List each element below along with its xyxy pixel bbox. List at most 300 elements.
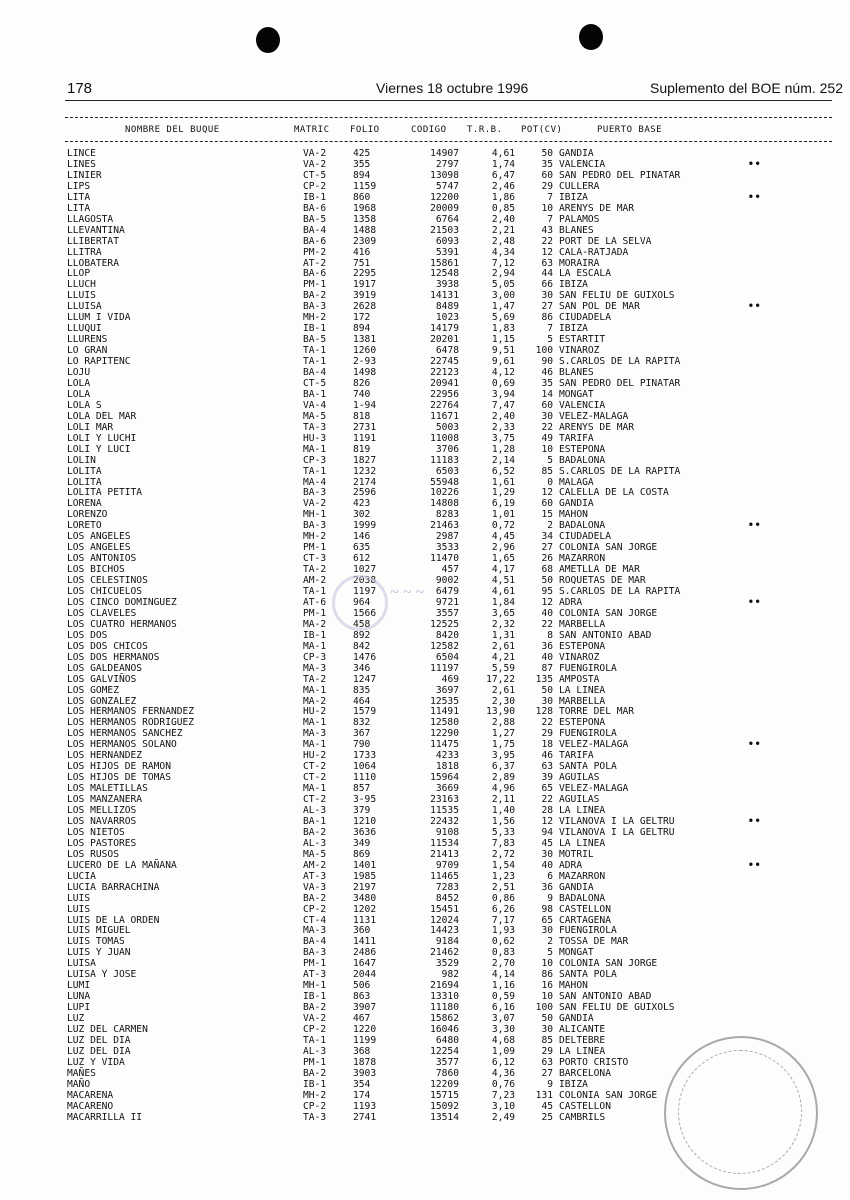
table-row [0, 586, 850, 597]
ship-codigo: 20009 [430, 202, 459, 214]
ship-matric: CT-3 [303, 553, 327, 565]
ship-codigo: 9002 [435, 575, 459, 587]
ship-folio: 1110 [353, 772, 377, 784]
ship-trb: 2,70 [491, 958, 515, 970]
ship-port: VALENCIA [559, 158, 606, 170]
ship-folio: 832 [353, 717, 371, 729]
ship-trb: 1,75 [491, 739, 515, 751]
ship-matric: PM-1 [303, 279, 327, 291]
ship-trb: 1,93 [491, 925, 515, 937]
ship-port: VINAROZ [559, 651, 600, 663]
ship-codigo: 12209 [430, 1078, 459, 1090]
ship-port: SAN FELIU DE GUIXOLS [559, 1002, 675, 1014]
ship-name: LOS HERMANOS RODRIGUEZ [67, 717, 195, 729]
ship-folio: 964 [353, 596, 371, 608]
ship-matric: AT-3 [303, 969, 327, 981]
ship-pot: 46 [541, 367, 553, 378]
ship-codigo: 2797 [435, 158, 459, 170]
table-row [0, 739, 850, 750]
ship-name: LUMI [67, 980, 91, 992]
table-row [0, 290, 850, 301]
ship-port: IBIZA [559, 323, 588, 335]
ship-pot: 44 [541, 268, 553, 280]
ship-name: LIPS [67, 180, 91, 192]
ship-pot: 30 [541, 925, 553, 937]
ship-port: PORTO CRISTO [559, 1056, 629, 1068]
ship-trb: 2,96 [491, 542, 515, 554]
ship-port: ARENYS DE MAR [559, 421, 635, 433]
ship-port: ALICANTE [559, 1024, 606, 1035]
ship-matric: VA-4 [303, 399, 327, 411]
table-row [0, 279, 850, 290]
ship-name: LINES [67, 158, 96, 170]
ship-pot: 40 [541, 651, 553, 663]
ship-matric: BA-2 [303, 1067, 327, 1079]
table-row [0, 685, 850, 696]
ship-pot: 95 [541, 586, 553, 597]
ship-pot: 63 [541, 257, 553, 269]
ship-trb: 0,69 [491, 377, 515, 389]
ship-folio: 1358 [353, 213, 377, 225]
column-header-trb: T.R.B. [467, 125, 503, 135]
ship-trb: 17,22 [486, 673, 515, 685]
ship-pot: 60 [541, 498, 553, 510]
ship-pot: 6 [547, 870, 553, 882]
ship-codigo: 8283 [435, 509, 459, 521]
ship-name: LUPI [67, 1002, 91, 1014]
ship-folio: 379 [353, 805, 371, 816]
ship-matric: BA-2 [303, 290, 327, 302]
ship-name: LOLI Y LUCHI [67, 432, 137, 444]
table-row [0, 772, 850, 783]
ship-mark: •• [748, 191, 762, 203]
ship-trb: 2,61 [491, 640, 515, 652]
ship-pot: 30 [541, 695, 553, 707]
ship-trb: 7,83 [491, 837, 515, 849]
ship-port: AMETLLA DE MAR [559, 564, 640, 576]
table-row [0, 728, 850, 739]
ship-name: LOLITA PETITA [67, 487, 143, 499]
ship-name: LOS GALVIÑOS [67, 673, 137, 685]
table-row [0, 466, 850, 477]
table-row [0, 1013, 850, 1024]
ship-name: LOS NIETOS [67, 826, 125, 838]
ship-name: LLEVANTINA [67, 224, 125, 236]
ship-folio: 635 [353, 542, 371, 554]
ship-codigo: 5747 [435, 180, 459, 192]
ship-matric: BA-5 [303, 213, 327, 225]
ship-folio: 1159 [353, 180, 377, 192]
ship-name: LOS HIJOS DE TOMAS [67, 772, 171, 784]
ship-port: TARIFA [559, 750, 594, 762]
ship-name: MAÑO [67, 1078, 91, 1090]
ship-folio: 2197 [353, 881, 377, 893]
ship-codigo: 6480 [435, 1034, 459, 1046]
ship-folio: 3903 [353, 1067, 377, 1079]
ship-trb: 4,21 [491, 651, 515, 663]
ship-pot: 30 [541, 410, 553, 422]
ship-folio: 1191 [353, 432, 377, 444]
ship-matric: IB-1 [303, 991, 327, 1003]
ship-matric: BA-3 [303, 520, 327, 532]
ship-codigo: 11534 [430, 837, 459, 849]
ship-port: MARBELLA [559, 618, 606, 630]
table-row [0, 641, 850, 652]
ship-trb: 2,40 [491, 213, 515, 225]
table-row [0, 706, 850, 717]
ship-name: LLUCH [67, 279, 96, 291]
ship-trb: 0,62 [491, 936, 515, 948]
ship-port: CAMBRILS [559, 1111, 606, 1123]
ship-matric: MH-2 [303, 1089, 327, 1101]
ship-pot: 27 [541, 542, 553, 554]
ship-name: LOS GALDEANOS [67, 662, 143, 674]
ship-trb: 4,36 [491, 1067, 515, 1079]
ship-matric: AT-6 [303, 596, 327, 608]
ship-pot: 87 [541, 662, 553, 674]
ship-folio: 2044 [353, 969, 377, 981]
table-row [0, 477, 850, 488]
ship-port: VELEZ-MALAGA [559, 783, 629, 795]
ship-trb: 4,68 [491, 1034, 515, 1046]
ship-trb: 0,83 [491, 947, 515, 959]
ship-trb: 7,47 [491, 399, 515, 411]
ship-matric: BA-1 [303, 815, 327, 827]
ship-trb: 2,72 [491, 848, 515, 860]
ship-trb: 3,00 [491, 290, 515, 302]
ship-trb: 5,33 [491, 826, 515, 838]
ship-trb: 6,12 [491, 1056, 515, 1068]
table-row [0, 915, 850, 926]
ship-port: AGUILAS [559, 772, 600, 784]
ship-matric: BA-4 [303, 936, 327, 948]
watermark-seal-icon [332, 575, 388, 631]
ship-pot: 12 [541, 815, 553, 827]
ship-folio: 1197 [353, 586, 377, 597]
ship-trb: 1,54 [491, 859, 515, 871]
ship-port: SAN POL DE MAR [559, 301, 640, 313]
ship-mark: •• [748, 739, 762, 751]
ship-folio: 1968 [353, 202, 377, 214]
ship-name: LUIS [67, 903, 91, 915]
ship-folio: 423 [353, 498, 371, 510]
ship-name: MAÑES [67, 1067, 96, 1079]
table-row [0, 925, 850, 936]
ship-matric: MH-2 [303, 531, 327, 543]
ship-codigo: 12525 [430, 618, 459, 630]
ship-name: LOS RUSOS [67, 848, 119, 860]
ship-name: LLAGOSTA [67, 213, 114, 225]
ship-name: LOS MANZANERA [67, 794, 143, 806]
ship-codigo: 9709 [435, 859, 459, 871]
ship-codigo: 11183 [430, 454, 459, 466]
ship-codigo: 21462 [430, 947, 459, 959]
ship-name: LOS HIJOS DE RAMON [67, 761, 171, 773]
column-header-matric: MATRIC [294, 125, 330, 135]
ship-trb: 5,05 [491, 279, 515, 291]
ship-trb: 3,30 [491, 1024, 515, 1035]
ship-codigo: 8420 [435, 629, 459, 641]
ship-trb: 1,28 [491, 443, 515, 455]
ship-name: MACARRILLA II [67, 1111, 143, 1123]
ship-pot: 35 [541, 377, 553, 389]
table-row [0, 487, 850, 498]
ship-trb: 5,59 [491, 662, 515, 674]
ship-trb: 3,07 [491, 1013, 515, 1025]
ship-matric: MA-1 [303, 684, 327, 696]
ship-name: LOS HERNANDEZ [67, 750, 143, 762]
ship-pot: 40 [541, 607, 553, 619]
column-header-codigo: CODIGO [411, 125, 447, 135]
ship-name: LUIS TOMAS [67, 936, 125, 948]
table-row [0, 455, 850, 466]
table-row [0, 575, 850, 586]
ship-folio: 863 [353, 991, 371, 1003]
ship-folio: 740 [353, 388, 371, 400]
ship-codigo: 469 [441, 673, 459, 685]
ship-matric: BA-3 [303, 487, 327, 499]
ship-codigo: 21463 [430, 520, 459, 532]
table-row [0, 696, 850, 707]
ship-pot: 10 [541, 443, 553, 455]
ship-name: LLUM I VIDA [67, 312, 131, 324]
ship-folio: 826 [353, 377, 371, 389]
ship-trb: 6,37 [491, 761, 515, 773]
ship-port: MAHON [559, 980, 588, 992]
ship-pot: 36 [541, 640, 553, 652]
ship-pot: 128 [535, 706, 553, 718]
table-row [0, 958, 850, 969]
ship-folio: 1232 [353, 465, 377, 477]
ship-matric: AL-3 [303, 805, 327, 816]
ship-name: LOS BICHOS [67, 564, 125, 576]
ship-mark: •• [748, 520, 762, 532]
ship-port: MARBELLA [559, 695, 606, 707]
ship-trb: 2,30 [491, 695, 515, 707]
ship-folio: 2596 [353, 487, 377, 499]
ship-codigo: 11475 [430, 739, 459, 751]
ship-pot: 12 [541, 487, 553, 499]
ship-trb: 1,61 [491, 476, 515, 488]
ship-codigo: 16046 [430, 1024, 459, 1035]
ship-port: FUENGIROLA [559, 662, 617, 674]
ship-matric: BA-6 [303, 202, 327, 214]
ship-name: LLURENS [67, 334, 108, 346]
ship-matric: PM-1 [303, 607, 327, 619]
table-row [0, 663, 850, 674]
ship-matric: VA-2 [303, 148, 327, 159]
ship-matric: PM-2 [303, 246, 327, 258]
ship-name: LLOP [67, 268, 91, 280]
ship-pot: 7 [547, 213, 553, 225]
table-row [0, 498, 850, 509]
ship-codigo: 3557 [435, 607, 459, 619]
ship-pot: 40 [541, 859, 553, 871]
table-row [0, 947, 850, 958]
ship-trb: 4,17 [491, 564, 515, 576]
ship-codigo: 11197 [430, 662, 459, 674]
ship-pot: 85 [541, 465, 553, 477]
table-row [0, 1002, 850, 1013]
ship-port: IBIZA [559, 279, 588, 291]
ship-port: CASTELLON [559, 1100, 611, 1112]
ship-port: IBIZA [559, 191, 588, 203]
ship-port: VILANOVA I LA GELTRU [559, 815, 675, 827]
ship-matric: VA-2 [303, 158, 327, 170]
ship-folio: 1064 [353, 761, 377, 773]
ship-matric: TA-3 [303, 421, 327, 433]
ship-port: SANTA POLA [559, 969, 617, 981]
ship-folio: 3919 [353, 290, 377, 302]
ship-pot: 36 [541, 881, 553, 893]
ship-pot: 7 [547, 191, 553, 203]
table-row [0, 674, 850, 685]
ship-matric: IB-1 [303, 323, 327, 335]
ship-matric: CT-2 [303, 794, 327, 806]
table-top-rule [65, 117, 832, 118]
official-stamp-icon [664, 1036, 818, 1190]
ship-codigo: 13514 [430, 1111, 459, 1123]
ship-codigo: 12535 [430, 695, 459, 707]
ship-pot: 22 [541, 794, 553, 806]
ship-pot: 22 [541, 618, 553, 630]
table-row [0, 378, 850, 389]
ship-pot: 50 [541, 1013, 553, 1025]
ship-matric: BA-4 [303, 367, 327, 378]
ship-port: CULLERA [559, 180, 600, 192]
ship-name: LOLA [67, 388, 91, 400]
ship-pot: 26 [541, 553, 553, 565]
ship-matric: VA-2 [303, 498, 327, 510]
ship-pot: 15 [541, 509, 553, 521]
ship-codigo: 11465 [430, 870, 459, 882]
punch-hole-left [256, 27, 280, 53]
ship-matric: MA-4 [303, 476, 327, 488]
ship-mark: •• [748, 158, 762, 170]
ship-folio: 819 [353, 443, 371, 455]
ship-matric: TA-1 [303, 345, 327, 357]
ship-pot: 35 [541, 158, 553, 170]
ship-folio: 2741 [353, 1111, 377, 1123]
ship-folio: 3636 [353, 826, 377, 838]
ship-trb: 1,65 [491, 553, 515, 565]
ship-matric: BA-3 [303, 301, 327, 313]
ship-name: LOS CELESTINOS [67, 575, 148, 587]
ship-pot: 22 [541, 235, 553, 247]
ship-trb: 5,69 [491, 312, 515, 324]
ship-trb: 9,51 [491, 345, 515, 357]
ship-port: ADRA [559, 596, 583, 608]
ship-trb: 6,52 [491, 465, 515, 477]
ship-folio: 1027 [353, 564, 377, 576]
table-row [0, 969, 850, 980]
ship-pot: 10 [541, 202, 553, 214]
ship-trb: 2,11 [491, 794, 515, 806]
table-row [0, 411, 850, 422]
ship-name: LUIS [67, 892, 91, 904]
ship-folio: 2038 [353, 575, 377, 587]
ship-port: GANDIA [559, 1013, 594, 1025]
table-row [0, 893, 850, 904]
ship-port: LA LINEA [559, 837, 606, 849]
table-row [0, 630, 850, 641]
ship-pot: 46 [541, 750, 553, 762]
ship-trb: 4,61 [491, 586, 515, 597]
ship-trb: 1,56 [491, 815, 515, 827]
ship-codigo: 3697 [435, 684, 459, 696]
ship-codigo: 14131 [430, 290, 459, 302]
ship-folio: 1827 [353, 454, 377, 466]
ship-trb: 4,12 [491, 367, 515, 378]
ship-matric: BA-4 [303, 224, 327, 236]
table-row [0, 181, 850, 192]
ship-name: LLUQUI [67, 323, 102, 335]
ship-folio: 2309 [353, 235, 377, 247]
ship-pot: 16 [541, 980, 553, 992]
table-row [0, 750, 850, 761]
ship-folio: 172 [353, 312, 371, 324]
ship-port: VELEZ-MALAGA [559, 410, 629, 422]
ship-name: LOS CHICUELOS [67, 586, 143, 597]
ship-trb: 7,23 [491, 1089, 515, 1101]
ship-codigo: 9108 [435, 826, 459, 838]
ship-pot: 63 [541, 761, 553, 773]
ship-codigo: 1818 [435, 761, 459, 773]
ship-folio: 857 [353, 783, 371, 795]
ship-port: TOSSA DE MAR [559, 936, 629, 948]
ship-codigo: 9721 [435, 596, 459, 608]
ship-codigo: 3533 [435, 542, 459, 554]
ship-trb: 0,86 [491, 892, 515, 904]
table-row [0, 444, 850, 455]
ship-pot: 131 [535, 1089, 553, 1101]
table-row [0, 619, 850, 630]
ship-matric: CP-2 [303, 1100, 327, 1112]
ship-matric: MA-5 [303, 848, 327, 860]
ship-trb: 1,47 [491, 301, 515, 313]
punch-hole-right [579, 24, 603, 50]
ship-matric: AL-3 [303, 1045, 327, 1057]
ship-name: LOS DOS [67, 629, 108, 641]
ship-trb: 0,85 [491, 202, 515, 214]
ship-matric: BA-5 [303, 334, 327, 346]
ship-codigo: 3669 [435, 783, 459, 795]
ship-pot: 2 [547, 520, 553, 532]
ship-codigo: 10226 [430, 487, 459, 499]
ship-name: LUIS MIGUEL [67, 925, 131, 937]
ship-port: ESTEPONA [559, 717, 606, 729]
ship-name: MACARENO [67, 1100, 114, 1112]
ship-matric: CT-5 [303, 169, 327, 181]
ship-port: TORRE DEL MAR [559, 706, 635, 718]
ship-port: CIUDADELA [559, 312, 611, 324]
ship-folio: 367 [353, 728, 371, 740]
ship-folio: 1476 [353, 651, 377, 663]
ship-pot: 9 [547, 1078, 553, 1090]
ship-matric: AM-2 [303, 575, 327, 587]
ship-codigo: 15964 [430, 772, 459, 784]
ship-codigo: 6478 [435, 345, 459, 357]
table-row [0, 805, 850, 816]
table-row [0, 323, 850, 334]
ship-port: LA LINEA [559, 1045, 606, 1057]
ship-codigo: 22123 [430, 367, 459, 378]
ship-name: LOLA S [67, 399, 102, 411]
ship-codigo: 6504 [435, 651, 459, 663]
ship-folio: 818 [353, 410, 371, 422]
table-row [0, 367, 850, 378]
page-date: Viernes 18 octubre 1996 [376, 80, 529, 96]
